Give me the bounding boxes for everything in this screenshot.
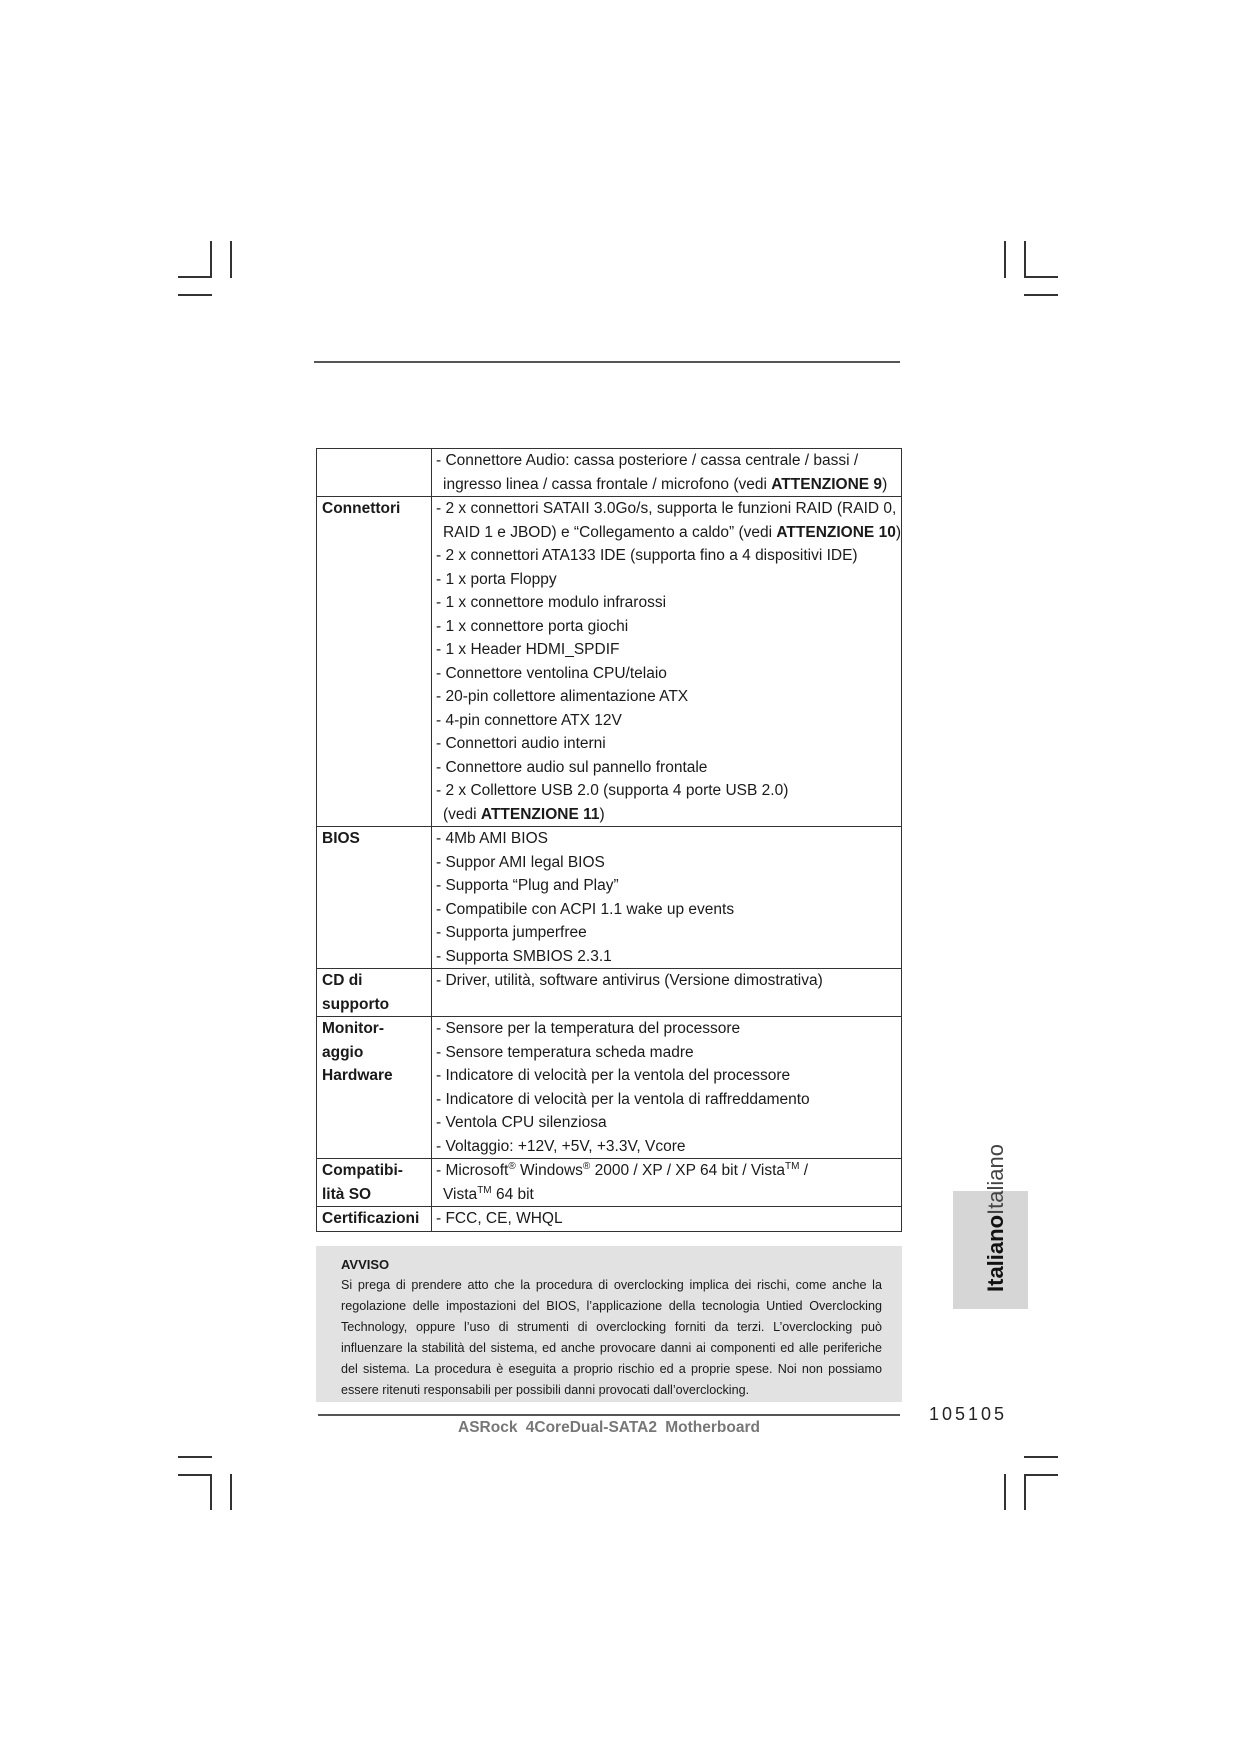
spec-text: - Microsoft bbox=[436, 1162, 509, 1179]
spec-line bbox=[436, 1111, 901, 1135]
spec-line bbox=[436, 497, 901, 521]
spec-label-line: lità SO bbox=[322, 1185, 372, 1203]
spec-text: TM bbox=[477, 1184, 492, 1196]
spec-label bbox=[317, 827, 432, 969]
spec-label-line: CD di bbox=[322, 972, 363, 989]
spec-line bbox=[436, 827, 901, 851]
spec-line bbox=[436, 874, 901, 898]
spec-text: - Connettore ventolina CPU/telaio bbox=[436, 664, 667, 682]
spec-line bbox=[436, 473, 901, 497]
spec-text: - Connettore Audio: cassa posteriore / cassa centrale / bassi / bbox=[436, 452, 859, 469]
spec-text: - Indicatore di velocità per la ventola di raffreddamento bbox=[436, 1090, 810, 1108]
spec-text: - 4-pin connettore ATX 12V bbox=[436, 711, 622, 729]
spec-line bbox=[436, 544, 901, 568]
spec-label-line: aggio bbox=[322, 1043, 364, 1061]
spec-row bbox=[317, 1017, 902, 1159]
spec-text: 2000 / XP / XP 64 bit / Vista bbox=[590, 1162, 786, 1179]
spec-text: - Sensore per la temperatura del processore bbox=[436, 1020, 741, 1037]
spec-text: Windows bbox=[515, 1162, 583, 1179]
spec-text: - 1 x Header HDMI_SPDIF bbox=[436, 641, 620, 658]
spec-label-line: Hardware bbox=[322, 1067, 393, 1084]
spec-row bbox=[317, 1207, 902, 1232]
spec-label bbox=[317, 969, 432, 1017]
spec-label bbox=[317, 1159, 432, 1207]
spec-text: - Compatibile con ACPI 1.1 wake up events bbox=[436, 900, 735, 918]
spec-label-line: Monitor- bbox=[322, 1020, 384, 1037]
spec-text: ) bbox=[599, 805, 605, 823]
spec-content bbox=[432, 1159, 902, 1207]
spec-label bbox=[317, 449, 432, 497]
spec-text: Vista bbox=[443, 1185, 478, 1203]
spec-label-line: Certificazioni bbox=[322, 1210, 420, 1227]
spec-line bbox=[436, 591, 901, 615]
spec-line bbox=[436, 449, 901, 473]
spec-content bbox=[432, 497, 902, 827]
spec-label bbox=[317, 1207, 432, 1232]
spec-line bbox=[436, 568, 901, 592]
attention-ref: ATTENZIONE 11 bbox=[480, 805, 600, 823]
spec-line bbox=[436, 779, 901, 803]
notice-body: Si prega di prendere atto che la procedura di overclocking implica dei rischi, come anche la regolazione delle impostazioni del BIOS, l’applicazione della tecnologia Untied Overclocking Technology, oppure l’uso di strumenti di overclocking forniti da terzi. L’overclocking può influenzare la stabilità del sistema, ed anche provocare danni ai componenti ed alle periferiche del sistema. La procedura è eseguita a proprio rischio ed a proprie spese. Noi non possiamo essere ritenuti responsabili per possibili danni provocati dall’overclocking. bbox=[341, 1278, 882, 1397]
spec-text: - 1 x porta Floppy bbox=[436, 570, 557, 588]
spec-text: - 1 x connettore porta giochi bbox=[436, 617, 629, 635]
spec-text: ) bbox=[895, 523, 901, 541]
spec-text: - 4Mb AMI BIOS bbox=[436, 830, 548, 847]
spec-text: - Supporta SMBIOS 2.3.1 bbox=[436, 947, 612, 965]
spec-line bbox=[436, 803, 901, 827]
spec-label-line bbox=[322, 449, 431, 473]
spec-line bbox=[436, 945, 901, 969]
spec-line bbox=[436, 521, 901, 545]
spec-line bbox=[436, 921, 901, 945]
spec-text: - Voltaggio: +12V, +5V, +3.3V, Vcore bbox=[436, 1137, 686, 1155]
spec-text: - Supporta jumperfree bbox=[436, 924, 587, 941]
spec-line bbox=[436, 709, 901, 733]
spec-text: - 2 x connettori ATA133 IDE (supporta fino a 4 dispositivi IDE) bbox=[436, 547, 858, 564]
spec-line bbox=[436, 1135, 901, 1159]
spec-row bbox=[317, 827, 902, 969]
spec-text: - 2 x connettori SATAII 3.0Go/s, supporta le funzioni RAID (RAID 0, bbox=[436, 500, 897, 517]
spec-content bbox=[432, 1207, 902, 1232]
spec-label-line: Connettori bbox=[322, 500, 401, 517]
spec-text: - 20-pin collettore alimentazione ATX bbox=[436, 688, 689, 705]
spec-line bbox=[436, 685, 901, 709]
spec-content bbox=[432, 827, 902, 969]
header-rule bbox=[314, 361, 900, 363]
spec-text: - Connettori audio interni bbox=[436, 735, 606, 752]
spec-line bbox=[436, 1041, 901, 1065]
spec-content bbox=[432, 449, 902, 497]
spec-line bbox=[436, 615, 901, 639]
spec-text: TM bbox=[785, 1160, 800, 1172]
spec-line bbox=[436, 732, 901, 756]
language-tab-label: ItalianoItaliano bbox=[983, 1144, 1008, 1292]
spec-line bbox=[436, 638, 901, 662]
spec-text: - Driver, utilità, software antivirus (Versione dimostrativa) bbox=[436, 972, 823, 989]
spec-text: - Supporta “Plug and Play” bbox=[436, 877, 619, 894]
spec-row bbox=[317, 1159, 902, 1207]
attention-ref: ATTENZIONE 10 bbox=[776, 523, 896, 541]
spec-content bbox=[432, 1017, 902, 1159]
spec-text: (vedi bbox=[443, 805, 481, 823]
notice-title: AVVISO bbox=[341, 1257, 390, 1272]
spec-text: ingresso linea / cassa frontale / microfono (vedi bbox=[443, 475, 772, 493]
attention-ref: ATTENZIONE 9 bbox=[771, 475, 883, 493]
spec-text: ® bbox=[508, 1160, 516, 1172]
spec-line bbox=[436, 756, 901, 780]
spec-line bbox=[436, 1159, 901, 1183]
spec-table bbox=[316, 448, 902, 1232]
spec-line bbox=[436, 1088, 901, 1112]
spec-text: RAID 1 e JBOD) e “Collegamento a caldo” (vedi bbox=[443, 523, 777, 541]
spec-text: - Ventola CPU silenziosa bbox=[436, 1114, 607, 1131]
footer-product-name: ASRock 4CoreDual-SATA2 Motherboard bbox=[458, 1419, 760, 1436]
spec-row bbox=[317, 497, 902, 827]
spec-text: / bbox=[799, 1162, 809, 1179]
spec-label-line: Compatibi- bbox=[322, 1162, 403, 1179]
spec-text: - Indicatore di velocità per la ventola del processore bbox=[436, 1067, 791, 1084]
spec-line bbox=[436, 1017, 901, 1041]
spec-text: - Connettore audio sul pannello frontale bbox=[436, 758, 708, 776]
spec-content bbox=[432, 969, 902, 1017]
spec-text: - Suppor AMI legal BIOS bbox=[436, 853, 605, 871]
spec-line bbox=[436, 662, 901, 686]
spec-line bbox=[436, 969, 901, 993]
overclocking-notice bbox=[316, 1246, 902, 1402]
spec-label-line: supporto bbox=[322, 995, 390, 1013]
spec-text: - Sensore temperatura scheda madre bbox=[436, 1043, 694, 1061]
spec-label-line: BIOS bbox=[322, 830, 360, 847]
spec-text: - 2 x Collettore USB 2.0 (supporta 4 porte USB 2.0) bbox=[436, 782, 789, 799]
spec-text: - 1 x connettore modulo infrarossi bbox=[436, 594, 667, 611]
spec-row bbox=[317, 969, 902, 1017]
spec-line bbox=[436, 1207, 901, 1231]
spec-line bbox=[436, 1064, 901, 1088]
page-number: 105105 bbox=[929, 1404, 1008, 1424]
spec-text: ) bbox=[882, 475, 888, 493]
spec-text: - FCC, CE, WHQL bbox=[436, 1210, 563, 1227]
spec-text: ® bbox=[582, 1160, 591, 1172]
spec-label bbox=[317, 1017, 432, 1159]
spec-text: 64 bit bbox=[491, 1185, 534, 1203]
spec-label bbox=[317, 497, 432, 827]
spec-line bbox=[436, 851, 901, 875]
spec-line bbox=[436, 1183, 901, 1207]
footer-rule bbox=[318, 1414, 900, 1416]
spec-line bbox=[436, 898, 901, 922]
spec-row bbox=[317, 449, 902, 497]
